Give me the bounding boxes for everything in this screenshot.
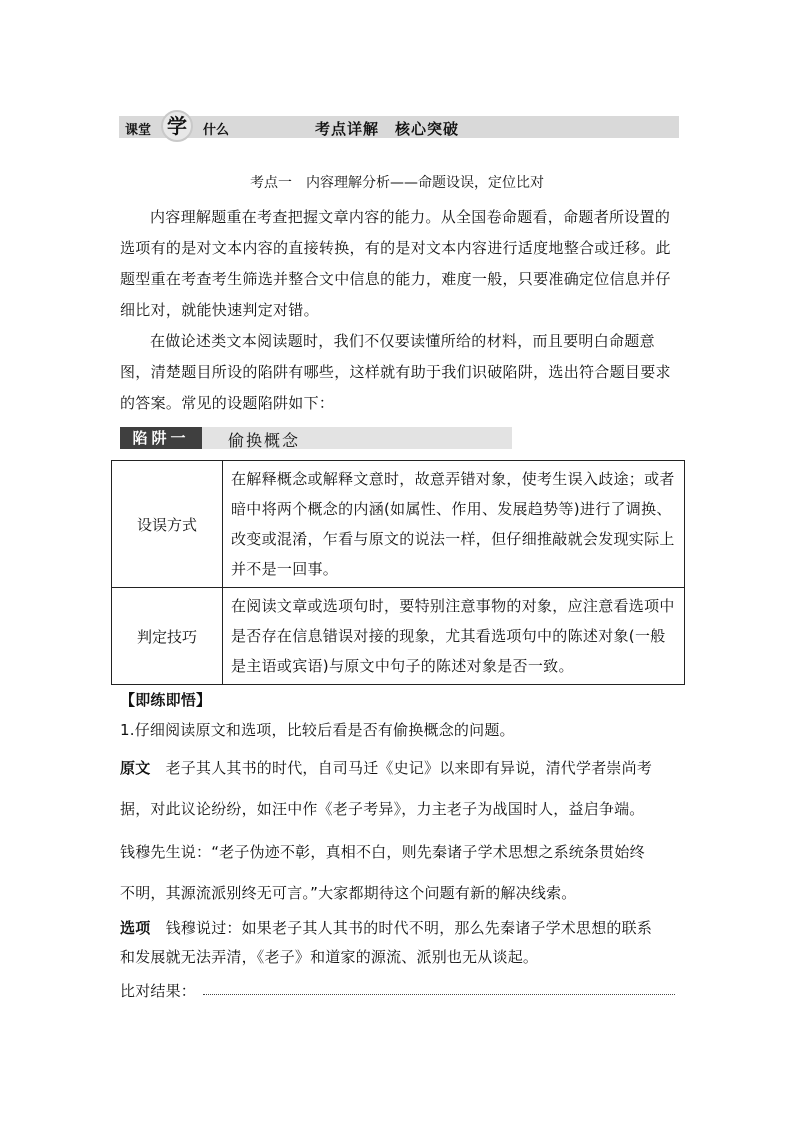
original-line: 钱穆先生说：“老子伪迹不彰，真相不白，则先秦诸子学术思想之系统条贯始终 [120,843,645,861]
option-text: 钱穆说过：如果老子其人其书的时代不明，那么先秦诸子学术思想的联系 [165,919,653,937]
option-label: 选项 [120,919,151,937]
table-row [112,461,685,588]
original-label: 原文 [120,759,151,777]
header-left-label: 课堂 [125,123,152,138]
practice-heading: 【即练即悟】 [120,691,212,709]
original-line: 不明，其源流派别终无可言。”大家都期待这个问题有新的解决线索。 [120,884,577,902]
original-line [120,757,652,778]
section-title: 考点一 内容理解分析——命题设误，定位比对 [250,175,544,191]
table-row-content: 在解释概念或解释文意时，故意弄错对象，使考生误入歧途；或者暗中将两个概念的内涵(如属性、作用、发展趋势等)进行了调换、改变或混淆，乍看与原文的说法一样，但仔细推敲就会发现实际上并不是一回事。 [223,461,685,588]
intro-paragraph: 内容理解题重在考查把握文章内容的能力。从全国卷命题看，命题者所设置的选项有的是对文本内容的直接转换，有的是对文本内容进行适度地整合或迁移。此题型重在考查考生筛选并整合文中信息的能力，难度一般，只要准确定位信息并仔细比对，就能快速判定对错。 [120,208,671,319]
intro-paragraph-2: 在做论述类文本阅读题时，我们不仅要读懂所给的材料，而且要明白命题意图，清楚题目所设的陷阱有哪些，这样就有助于我们识破陷阱，选出符合题目要求的答案。常见的设题陷阱如下： [120,332,671,412]
answer-blank-line[interactable] [203,994,675,995]
trap-banner [120,427,512,449]
trap-tag: 陷阱一 [120,427,202,449]
study-logo-icon: 学 [161,110,193,142]
option-line: 和发展就无法弄清，《老子》和道家的源流、派别也无从谈起。 [120,948,539,966]
result-label: 比对结果： [120,982,197,1000]
header-title: 考点详解 核心突破 [315,120,460,138]
trap-name: 偷换概念 [228,431,301,450]
table-row [112,588,685,685]
header-right-label: 什么 [203,123,230,138]
original-line: 据，对此议论纷纷，如汪中作《老子考异》，力主老子为战国时人，益启争端。 [120,800,645,818]
practice-instruction: 1.仔细阅读原文和选项，比较后看是否有偷换概念的问题。 [120,721,515,739]
header-band [119,116,679,138]
option-line [120,917,652,938]
original-text: 老子其人其书的时代，自司马迁《史记》以来即有异说，清代学者崇尚考 [165,759,653,777]
table-row-content: 在阅读文章或选项句时，要特别注意事物的对象，应注意看选项中是否存在信息错误对接的现象，尤其看选项句中的陈述对象(一般是主语或宾语)与原文中句子的陈述对象是否一致。 [223,588,685,685]
trap-table [111,460,685,685]
table-row-header: 设误方式 [112,461,223,588]
table-row-header: 判定技巧 [112,588,223,685]
